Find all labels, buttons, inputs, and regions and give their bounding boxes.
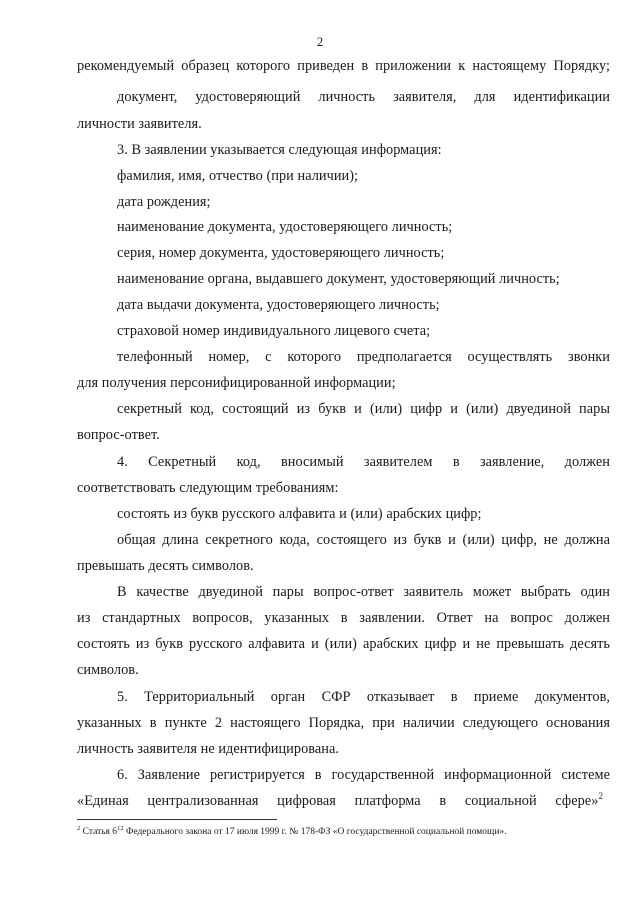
- text-line: дата рождения;: [117, 194, 211, 210]
- text-line: наименование органа, выдавшего документ, удостоверяющий личность;: [117, 271, 560, 287]
- text-line: дата выдачи документа, удостоверяющего личность;: [117, 297, 440, 313]
- text-line: телефонный номер, с которого предполагается осуществлять звонки: [117, 349, 610, 365]
- footnote: [77, 826, 612, 838]
- text-line: символов.: [77, 662, 139, 678]
- text-line: В качестве двуединой пары вопрос-ответ заявитель может выбрать один: [117, 584, 610, 600]
- text-line: указанных в пункте 2 настоящего Порядка, при наличии следующего основания: [77, 715, 610, 731]
- text-line: наименование документа, удостоверяющего личность;: [117, 219, 453, 235]
- text-line: 5. Территориальный орган СФР отказывает в приеме документов,: [117, 689, 610, 705]
- text-line: для получения персонифицированной информации;: [77, 375, 396, 391]
- text-line: состоять из букв русского алфавита и (или) арабских цифр и не превышать десять: [77, 636, 610, 652]
- page-number: 2: [316, 34, 324, 49]
- text-line: соответствовать следующим требованиям:: [77, 480, 339, 496]
- footnote-text-end: Федерального закона от 17 июля 1999 г. № 178-ФЗ «О государственной социальной помощи».: [123, 827, 507, 837]
- text-line: из стандартных вопросов, указанных в заявлении. Ответ на вопрос должен: [77, 610, 610, 626]
- text-line: секретный код, состоящий из букв и (или) цифр и (или) двуединой пары: [117, 401, 610, 417]
- footnote-reference: 2: [598, 791, 603, 801]
- text-line: фамилия, имя, отчество (при наличии);: [117, 168, 359, 184]
- footnote-article-superscript: 12: [117, 825, 124, 832]
- text-line: серия, номер документа, удостоверяющего личность;: [117, 245, 445, 261]
- text-line: общая длина секретного кода, состоящего из букв и (или) цифр, не должна: [117, 532, 610, 548]
- text-line: рекомендуемый образец которого приведен в приложении к настоящему Порядку;: [77, 58, 610, 74]
- text-line: состоять из букв русского алфавита и (или) арабских цифр;: [117, 506, 482, 522]
- text-line: 4. Секретный код, вносимый заявителем в заявление, должен: [117, 454, 610, 470]
- text-line: превышать десять символов.: [77, 558, 254, 574]
- text-line: страховой номер индивидуального лицевого счета;: [117, 323, 431, 339]
- text-line: 3. В заявлении указывается следующая информация:: [117, 142, 442, 158]
- footnote-mark: 2: [77, 825, 81, 832]
- text-line: [77, 791, 603, 811]
- text-line-content: «Единая централизованная цифровая платформа в социальной сфере»: [77, 793, 599, 809]
- text-line: документ, удостоверяющий личность заявителя, для идентификации: [117, 89, 610, 105]
- text-line: 6. Заявление регистрируется в государственной информационной системе: [117, 767, 610, 783]
- text-line: вопрос-ответ.: [77, 427, 160, 443]
- footnote-text-start: Статья 6: [80, 827, 118, 837]
- text-line: личность заявителя не идентифицирована.: [77, 741, 340, 757]
- footnote-separator: [77, 819, 277, 820]
- text-line: личности заявителя.: [77, 116, 202, 132]
